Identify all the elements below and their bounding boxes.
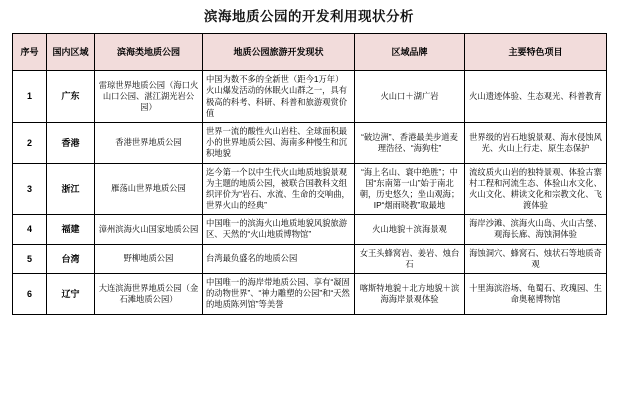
table-row (13, 122, 607, 163)
table-row (13, 163, 607, 215)
cell-items: 火山遗迹体验、生态观光、科普教育 (465, 71, 607, 123)
cell-status: 台湾最负盛名的地质公园 (203, 244, 355, 273)
cell-index: 2 (13, 122, 47, 163)
table-row (13, 215, 607, 244)
table-row (13, 274, 607, 315)
cell-status: 世界一流的酸性火山岩柱、全球面积最小的世界地质公园、海南多种慢生和沉积地貌 (203, 122, 355, 163)
column-header-status: 地质公园旅游开发现状 (203, 34, 355, 71)
cell-index: 5 (13, 244, 47, 273)
page-title: 滨海地质公园的开发利用现状分析 (204, 9, 414, 24)
cell-brand: “破边洲”、香港最美步道麦理浩径、“海狗柱” (355, 122, 465, 163)
cell-items: 世界级的岩石地貌景观、海水侵蚀风光、火山上行走、原生态保护 (465, 122, 607, 163)
cell-park: 雷琼世界地质公园（海口火山口公园、湛江湖光岩公园） (95, 71, 203, 123)
cell-brand: 女王头蜂窝岩、姜岩、烛台石 (355, 244, 465, 273)
column-header-region: 国内区域 (47, 34, 95, 71)
cell-status: 迄今第一个以中生代火山地质地貌景观为主题的地质公园，被联合国教科文组织评价为“岩石、水流、生命的交响曲，世界火山的经典” (203, 163, 355, 215)
cell-park: 野柳地质公园 (95, 244, 203, 273)
cell-region: 辽宁 (47, 274, 95, 315)
cell-park: 大连滨海世界地质公园（金石滩地质公园） (95, 274, 203, 315)
cell-status: 中国唯一的滨海火山地质地貌风貌旅游区、天然的“火山地质博物馆” (203, 215, 355, 244)
column-header-park: 滨海类地质公园 (95, 34, 203, 71)
cell-status: 中国唯一的海岸带地质公园、享有“凝固的动物世界”、“神力雕塑的公园”和“天然的地质陈列馆”等美誉 (203, 274, 355, 315)
geopark-analysis-table (12, 33, 607, 314)
column-header-index: 序号 (13, 34, 47, 71)
cell-items: 流纹质火山岩的独特景观、体验古寨村工程和河流生态、体验山水文化、火山文化、耕读文化和宗教文化、飞渡体验 (465, 163, 607, 215)
table-header-row (13, 34, 607, 71)
table-row (13, 71, 607, 123)
cell-park: 漳州滨海火山国家地质公园 (95, 215, 203, 244)
cell-items: 海岸沙滩、滨海火山岛、火山古堡、观海长廊、海蚀洞体验 (465, 215, 607, 244)
cell-brand: “海上名山、寰中绝胜”；中国“东南第一山”始于南北朝，历史悠久；坐山观海；IP“烟雨晓教”取最地 (355, 163, 465, 215)
cell-status: 中国为数不多的全新世（距今1万年）火山爆发活动的休眠火山群之一，具有极高的科考、科研、科普和旅游观赏价值 (203, 71, 355, 123)
cell-park: 雁荡山世界地质公园 (95, 163, 203, 215)
cell-region: 香港 (47, 122, 95, 163)
cell-index: 4 (13, 215, 47, 244)
cell-index: 3 (13, 163, 47, 215)
cell-park: 香港世界地质公园 (95, 122, 203, 163)
cell-brand: 火山口＋湖广岩 (355, 71, 465, 123)
cell-index: 1 (13, 71, 47, 123)
cell-items: 十里海滨浴场、龟蜀石、玫瑰园、生命奥秘博物馆 (465, 274, 607, 315)
column-header-brand: 区域品牌 (355, 34, 465, 71)
cell-region: 福建 (47, 215, 95, 244)
cell-items: 海蚀洞穴、蜂窝石、烛状石等地质奇观 (465, 244, 607, 273)
cell-region: 浙江 (47, 163, 95, 215)
table-row (13, 244, 607, 273)
cell-index: 6 (13, 274, 47, 315)
cell-region: 广东 (47, 71, 95, 123)
cell-region: 台湾 (47, 244, 95, 273)
cell-brand: 喀斯特地貌＋北方地貌＋滨海海岸景观体验 (355, 274, 465, 315)
column-header-items: 主要特色项目 (465, 34, 607, 71)
cell-brand: 火山地貌＋滨海景观 (355, 215, 465, 244)
